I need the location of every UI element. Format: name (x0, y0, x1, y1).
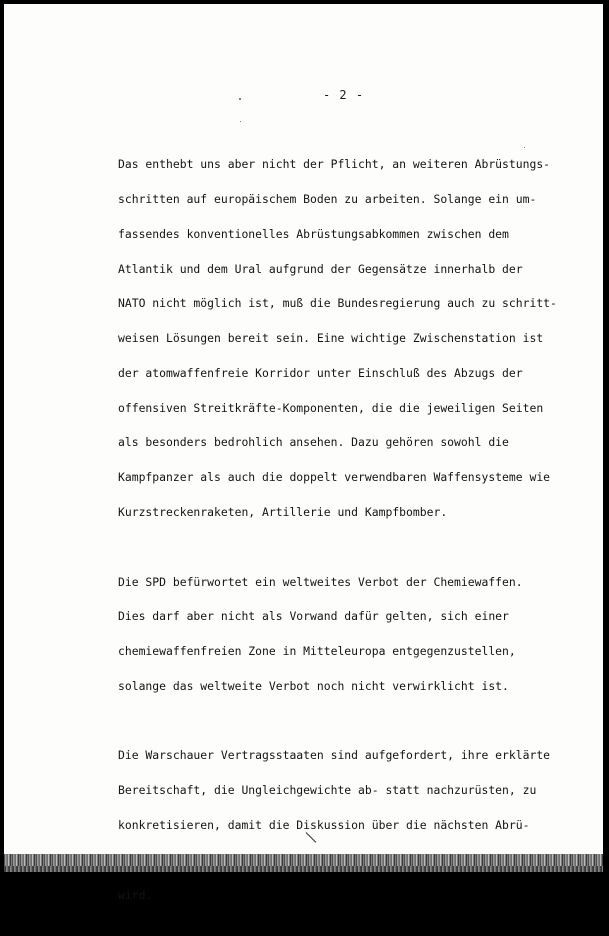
paragraph-1 (118, 136, 598, 542)
text-line: Kurzstreckenraketen, Artillerie und Kampfbomber. (118, 505, 448, 519)
scan-edge-band (4, 854, 603, 866)
scan-edge-band-lower (4, 866, 603, 872)
text-line: chemiewaffenfreien Zone in Mitteleuropa entgegenzustellen, (118, 644, 516, 659)
text-line: Dies darf aber nicht als Vorwand dafür gelten, sich einer (118, 609, 509, 624)
page-number: - 2 - (322, 88, 365, 102)
text-line: offensiven Streitkräfte-Komponenten, die die jeweiligen Seiten (118, 400, 544, 415)
body-text (118, 136, 598, 936)
text-line: Bereitschaft, die Ungleichgewichte ab- statt nachzurüsten, zu (118, 783, 537, 798)
text-line: schritten auf europäischem Boden zu arbeiten. Solange ein um- (118, 191, 537, 206)
paragraph-2 (118, 553, 598, 715)
text-line: Die SPD befürwortet ein weltweites Verbot der Chemiewaffen. (118, 574, 523, 589)
paragraph-3 (118, 727, 598, 924)
text-line: weisen Lösungen bereit sein. Eine wichtige Zwischenstation ist (118, 331, 544, 346)
document-page (4, 4, 603, 902)
text-line: Das enthebt uns aber nicht der Pflicht, an weiteren Abrüstungs- (118, 157, 551, 172)
text-line: NATO nicht möglich ist, muß die Bundesregierung auch zu schritt- (118, 296, 557, 311)
text-line: fassendes konventionelles Abrüstungsabkommen zwischen dem (118, 226, 509, 241)
text-line: konkretisieren, damit die Diskussion über die nächsten Abrü- (118, 818, 530, 833)
text-line: der atomwaffenfreie Korridor unter Einschluß des Abzugs der (118, 365, 523, 380)
text-line: solange das weltweite Verbot noch nicht verwirklicht ist. (118, 678, 509, 693)
text-line: wird. (118, 887, 153, 902)
scan-speck (239, 98, 241, 100)
text-line: Kampfpanzer als auch die doppelt verwendbaren Waffensysteme wie (118, 470, 551, 485)
text-line: als besonders bedrohlich ansehen. Dazu gehören sowohl die (118, 435, 509, 450)
text-line: Die Warschauer Vertragsstaaten sind aufgefordert, ihre erklärte (118, 748, 551, 763)
scan-speck (240, 121, 241, 122)
text-line: Atlantik und dem Ural aufgrund der Gegensätze innerhalb der (118, 261, 523, 276)
